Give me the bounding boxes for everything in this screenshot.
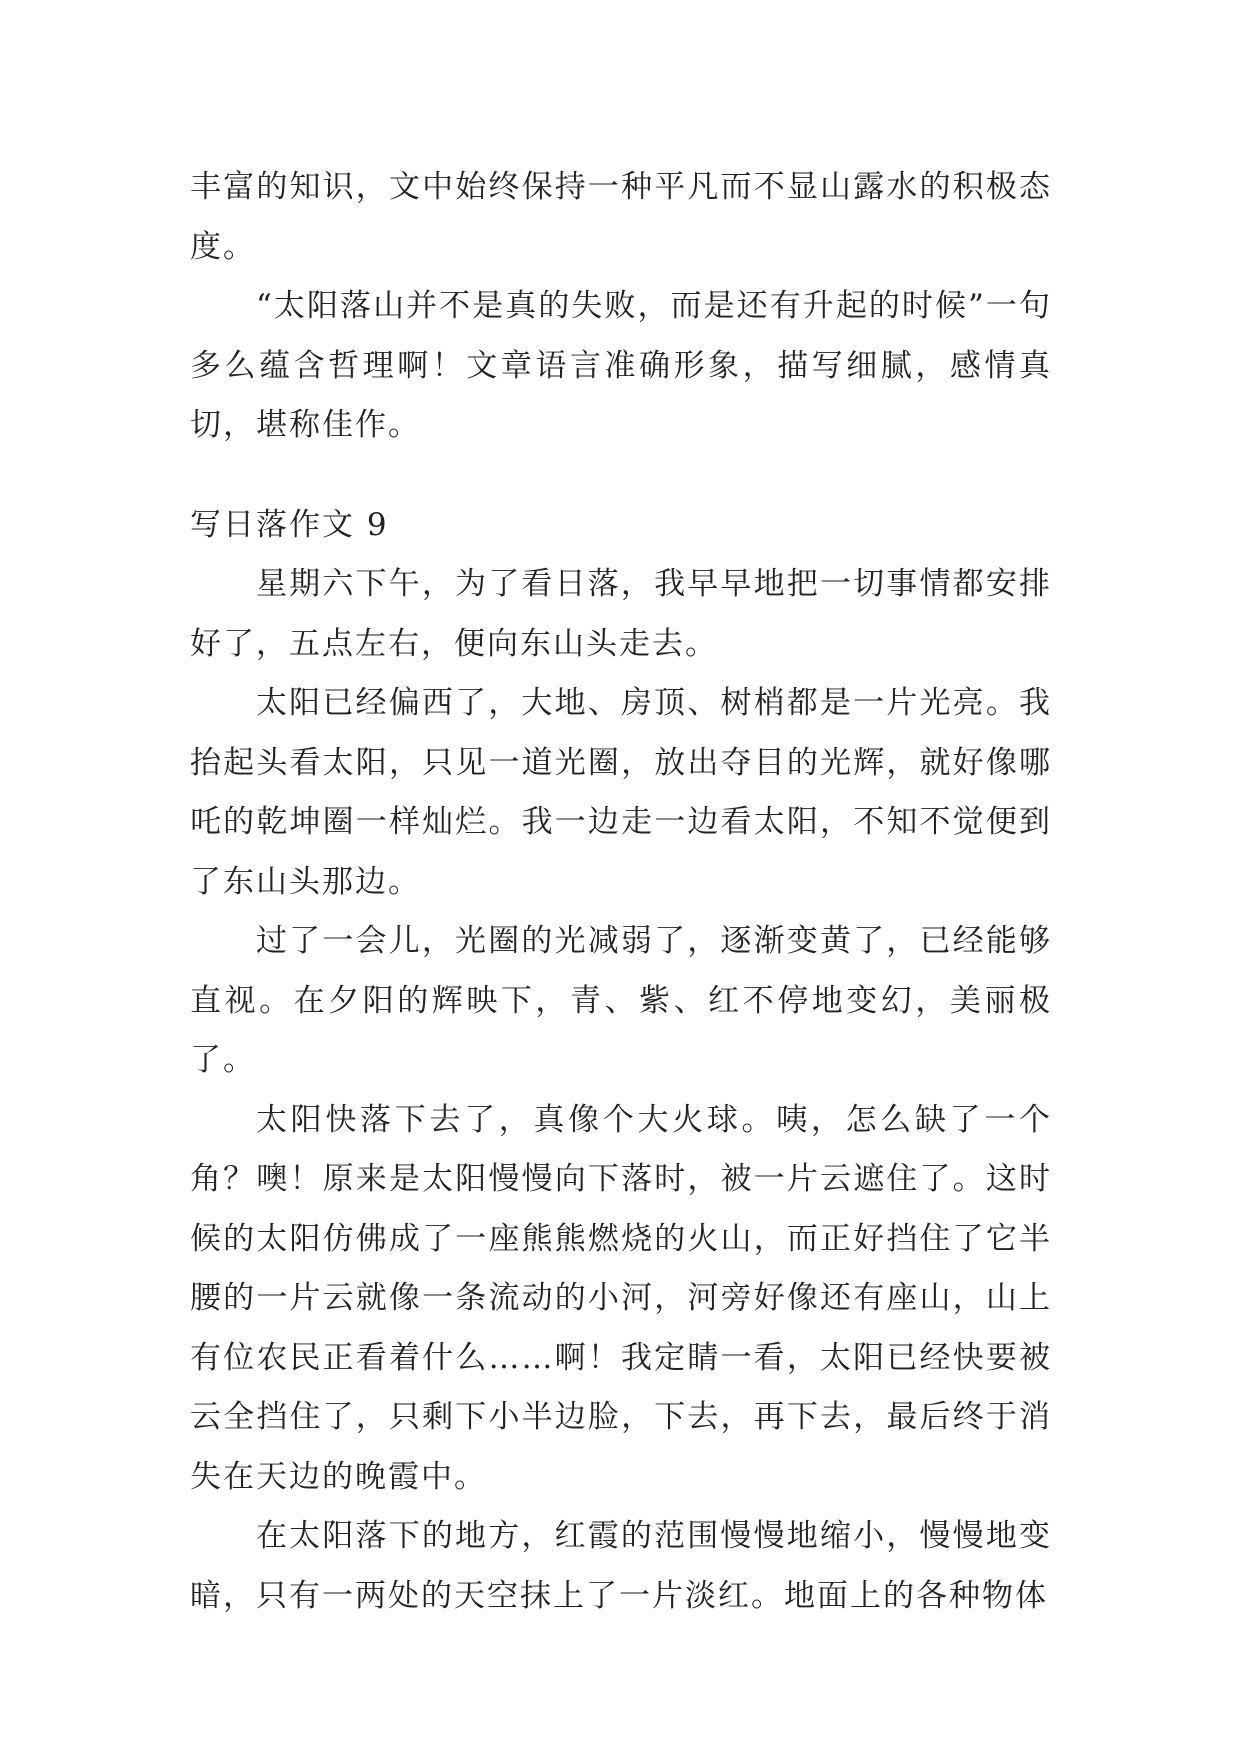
essay-paragraph-1: 星期六下午，为了看日落，我早早地把一切事情都安排好了，五点左右，便向东山头走去。 <box>190 566 1052 662</box>
essay-paragraph-5: 在太阳落下的地方，红霞的范围慢慢地缩小，慢慢地变暗，只有一两处的天空抹上了一片淡红。地面上的各种物体 <box>190 1518 1052 1614</box>
essay-paragraph-2: 太阳已经偏西了，大地、房顶、树梢都是一片光亮。我抬起头看太阳，只见一道光圈，放出夺目的光辉，就好像哪吒的乾坤圈一样灿烂。我一边走一边看太阳，不知不觉便到了东山头那边。 <box>190 685 1052 900</box>
essay-paragraph-3: 过了一会儿，光圈的光减弱了，逐渐变黄了，已经能够直视。在夕阳的辉映下，青、紫、红不停地变幻，美丽极了。 <box>190 923 1052 1078</box>
quote-paragraph: “太阳落山并不是真的失败，而是还有升起的时候”一句多么蕴含哲理啊！文章语言准确形象，描写细腻，感情真切，堪称佳作。 <box>190 288 1052 443</box>
essay-paragraph-4: 太阳快落下去了，真像个大火球。咦，怎么缺了一个角？噢！原来是太阳慢慢向下落时，被一片云遮住了。这时候的太阳仿佛成了一座熊熊燃烧的火山，而正好挡住了它半腰的一片云就像一条流动的小河，河旁好像还有座山，山上有位农民正看着什么……啊！我定睛一看，太阳已经快要被云全挡住了，只剩下小半边脸，下去，再下去，最后终于消失在天边的晚霞中。 <box>190 1101 1052 1495</box>
document-body <box>190 158 1052 1626</box>
section-title: 写日落作文 9 <box>190 506 389 543</box>
continued-paragraph: 丰富的知识，文中始终保持一种平凡而不显山露水的积极态度。 <box>190 169 1052 265</box>
